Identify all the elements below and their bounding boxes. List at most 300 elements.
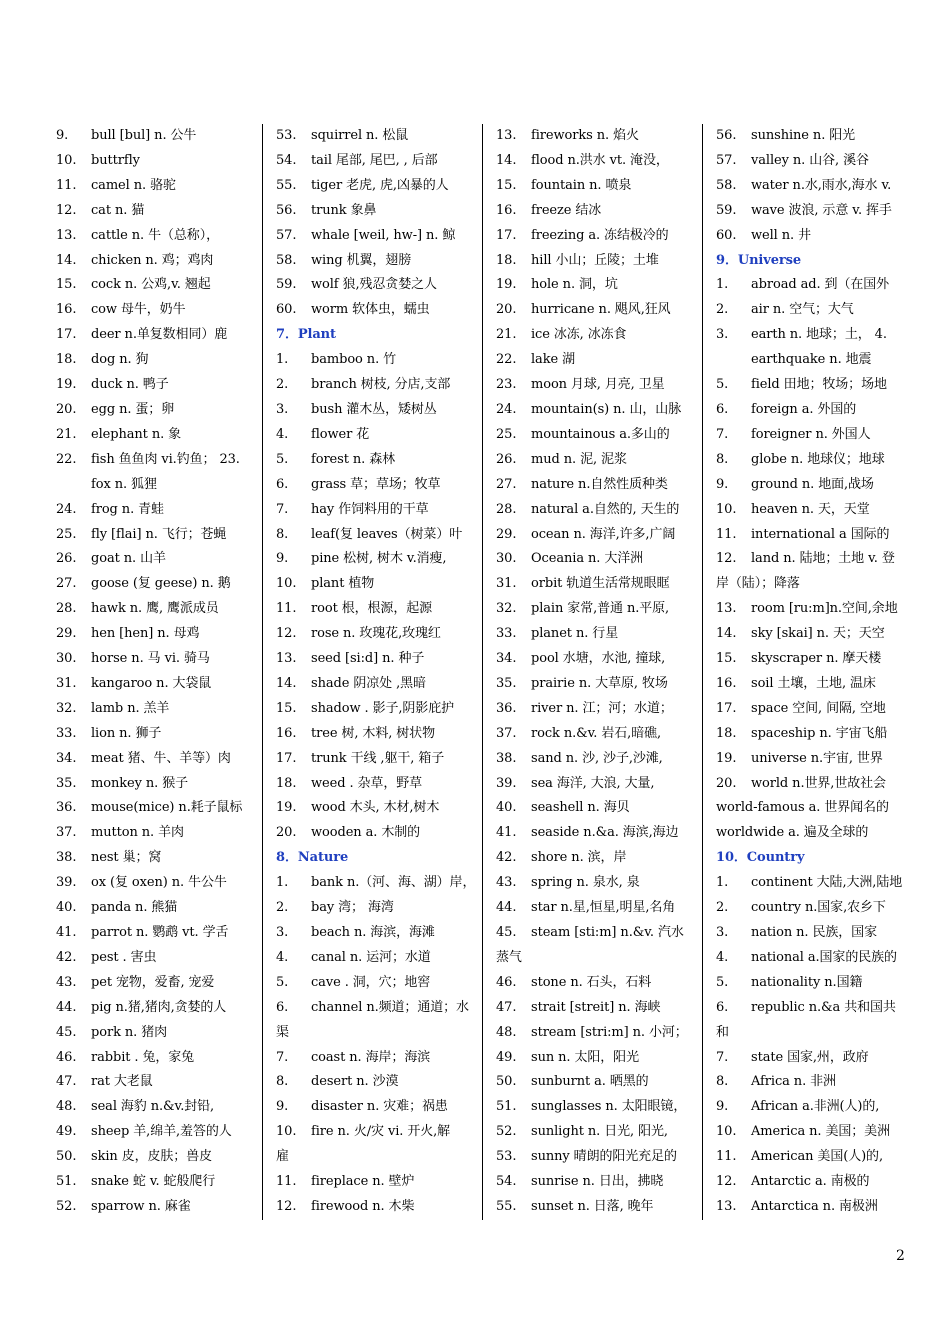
entry-number: 7.	[716, 1049, 729, 1065]
entry-number: 55.	[496, 1198, 517, 1214]
entry-text: snake 蛇 v. 蛇般爬行	[91, 1174, 216, 1190]
entry-number: 28.	[496, 501, 517, 517]
entry-number: 20.	[276, 825, 297, 841]
entry-text: natural a.自然的, 天生的	[531, 501, 680, 517]
entry-number: 12.	[276, 1198, 297, 1214]
vocab-entry	[56, 523, 260, 548]
entry-text: Oceania n. 大洋洲	[531, 551, 644, 567]
entry-number: 1.	[276, 352, 289, 368]
vocab-entry	[56, 647, 260, 672]
entry-number: 15.	[716, 651, 737, 667]
entry-text: well n. 井	[751, 227, 812, 243]
entry-text: flower 花	[311, 426, 370, 442]
entry-number: 52.	[56, 1198, 77, 1214]
entry-text: squirrel n. 松鼠	[311, 128, 409, 143]
vocab-entry	[496, 373, 700, 398]
section-heading: 8．Nature	[276, 850, 349, 866]
entry-text: pet 宠物，爱畜, 宠爱	[91, 974, 215, 990]
vocab-entry	[56, 1145, 260, 1170]
entry-text: mutton n. 羊肉	[91, 825, 184, 841]
vocab-entry	[496, 423, 700, 448]
vocab-entry	[56, 971, 260, 996]
entry-text: national a.国家的民族的	[751, 949, 897, 965]
entry-number: 1.	[276, 875, 289, 891]
vocab-entry	[276, 224, 480, 249]
entry-number: 7.	[276, 501, 289, 517]
vocab-entry	[716, 448, 908, 473]
vocab-entry	[56, 423, 260, 448]
entry-number: 56.	[716, 128, 737, 143]
entry-number: 8.	[716, 451, 729, 467]
vocab-entry	[56, 448, 260, 498]
entry-number: 56.	[276, 202, 297, 218]
entry-text: planet n. 行星	[531, 626, 619, 642]
entry-number: 20.	[716, 775, 737, 791]
entry-number: 39.	[496, 775, 517, 791]
entry-text: hurricane n. 飓风,狂风	[531, 302, 671, 318]
entry-number: 3.	[716, 925, 729, 940]
vocab-entry	[496, 174, 700, 199]
entry-text: ocean n. 海洋,许多,广阔	[531, 526, 676, 542]
entry-text: hen [hen] n. 母鸡	[91, 626, 200, 642]
entry-number: 17.	[496, 227, 517, 243]
entry-text: tiger 老虎, 虎,凶暴的人	[311, 177, 449, 193]
vocab-entry	[276, 796, 480, 821]
entry-number: 19.	[496, 277, 517, 293]
entry-text: flood n.洪水 vt. 淹没，	[531, 152, 669, 168]
entry-number: 47.	[496, 999, 517, 1015]
vocab-entry	[496, 1145, 700, 1170]
entry-text: sky [skai] n. 天；天空	[751, 626, 885, 642]
entry-number: 10.	[716, 1124, 737, 1140]
vocab-entry	[56, 149, 260, 174]
entry-text: plant 植物	[311, 576, 375, 592]
entry-number: 18.	[56, 352, 77, 368]
entry-text: international a 国际的	[751, 526, 890, 542]
entry-number: 9.	[276, 551, 289, 567]
entry-text: air n. 空气；大气	[751, 302, 854, 318]
entry-text: wolf 狼,残忍贪婪之人	[311, 277, 437, 293]
entry-text: elephant n. 象	[91, 426, 182, 442]
entry-number: 59.	[716, 202, 737, 218]
entry-number: 8.	[716, 1074, 729, 1090]
entry-text: rose n. 玫瑰花,玫瑰红	[311, 626, 441, 642]
entry-number: 35.	[56, 775, 77, 791]
vocab-entry	[496, 1070, 700, 1095]
entry-continuation: 渠	[276, 1024, 289, 1040]
vocab-entry	[716, 921, 908, 946]
entry-text: branch 树枝, 分店,支部	[311, 377, 451, 393]
vocab-entry	[496, 199, 700, 224]
entry-text: star n.星,恒星,明星,名角	[531, 900, 676, 916]
entry-text: mouse(mice) n.耗子鼠标	[91, 800, 243, 816]
vocab-entry	[716, 174, 908, 199]
entry-text: valley n. 山谷, 溪谷	[751, 152, 869, 168]
vocab-entry	[276, 174, 480, 199]
entry-continuation: 和	[716, 1024, 729, 1040]
entry-text: meat 猪、牛、羊等）肉	[91, 750, 231, 766]
column-divider	[482, 124, 483, 1220]
entry-text: wave 波浪, 示意 v. 挥手	[751, 202, 892, 218]
entry-text: fish 鱼鱼肉 vi.钓鱼； 23.	[91, 451, 240, 467]
entry-number: 2.	[276, 900, 289, 916]
vocab-entry	[276, 547, 480, 572]
entry-number: 17.	[276, 750, 297, 766]
vocab-entry	[56, 871, 260, 896]
entry-number: 32.	[56, 700, 77, 716]
entry-text: American 美国(人)的,	[751, 1149, 883, 1165]
entry-text: shore n. 滨，岸	[531, 850, 627, 866]
vocab-entry	[496, 871, 700, 896]
vocab-entry	[716, 124, 908, 149]
vocab-entry	[276, 1070, 480, 1095]
vocab-entry	[276, 921, 480, 946]
entry-number: 13.	[276, 651, 297, 667]
entry-number: 21.	[496, 327, 517, 343]
entry-text: abroad ad. 到（在国外	[751, 277, 890, 293]
entry-text: stream [stri:m] n. 小河；	[531, 1024, 688, 1040]
vocab-entry	[496, 298, 700, 323]
entry-number: 20.	[496, 302, 517, 318]
vocab-entry	[56, 1095, 260, 1120]
vocab-entry	[496, 1120, 700, 1145]
vocab-entry	[56, 747, 260, 772]
vocab-entry	[496, 846, 700, 871]
entry-text: whale [weil, hw-] n. 鲸	[311, 227, 456, 243]
entry-number: 47.	[56, 1074, 77, 1090]
entry-number: 3.	[716, 327, 729, 343]
entry-text: sunglasses n. 太阳眼镜，	[531, 1099, 687, 1115]
entry-number: 17.	[56, 327, 77, 343]
entry-text: firewood n. 木柴	[311, 1198, 415, 1214]
entry-number: 33.	[56, 725, 77, 741]
vocab-entry	[276, 373, 480, 398]
vocab-entry	[56, 348, 260, 373]
entry-text: orbit 轨道生活常规眼眶	[531, 576, 670, 592]
vocab-entry	[716, 996, 908, 1046]
entry-text: pig n.猪,猪肉,贪婪的人	[91, 999, 227, 1015]
entry-number: 23.	[496, 377, 517, 393]
vocab-entry	[716, 1070, 908, 1095]
entry-text: republic n.&a 共和国共	[751, 999, 896, 1015]
vocab-entry	[716, 647, 908, 672]
entry-text: Antarctica n. 南极洲	[751, 1198, 878, 1214]
entry-text: skyscraper n. 摩天楼	[751, 651, 882, 667]
vocab-entry	[56, 697, 260, 722]
entry-number: 50.	[56, 1149, 77, 1165]
entry-number: 3.	[276, 401, 289, 417]
entry-number: 5.	[716, 377, 729, 393]
entry-number: 12.	[716, 1174, 737, 1190]
vocab-entry	[716, 772, 908, 797]
entry-number: 11.	[56, 177, 77, 193]
entry-number: 51.	[496, 1099, 517, 1115]
entry-number: 5.	[276, 451, 289, 467]
vocab-entry	[496, 149, 700, 174]
entry-number: 55.	[276, 177, 297, 193]
entry-text: river n. 江；河；水道；	[531, 700, 673, 716]
entry-number: 45.	[56, 1024, 77, 1040]
vocab-entry	[496, 473, 700, 498]
entry-text: sun n. 太阳，阳光	[531, 1049, 639, 1065]
entry-number: 9.	[276, 1099, 289, 1115]
entry-text: universe n.宇宙, 世界	[751, 750, 883, 766]
entry-number: 19.	[276, 800, 297, 816]
entry-text: skin 皮，皮肤；兽皮	[91, 1149, 213, 1165]
entry-text: continent 大陆,大洲,陆地	[751, 875, 903, 891]
entry-text: rock n.&v. 岩石,暗礁,	[531, 725, 662, 741]
entry-text: seal 海豹 n.&v.封铅,	[91, 1099, 215, 1115]
entry-number: 2.	[716, 302, 729, 318]
vocab-entry	[496, 273, 700, 298]
vocab-entry	[716, 896, 908, 921]
vocab-entry	[276, 348, 480, 373]
entry-text: rat 大老鼠	[91, 1074, 153, 1090]
vocab-entry	[276, 249, 480, 274]
entry-text: parrot n. 鹦鹉 vt. 学舌	[91, 925, 229, 940]
entry-text: ox (复 oxen) n. 牛公牛	[91, 875, 227, 891]
vocab-entry	[276, 597, 480, 622]
entry-text: bush 灌木丛，矮树丛	[311, 401, 437, 417]
entry-number: 24.	[496, 401, 517, 417]
vocab-entry	[716, 971, 908, 996]
entry-number: 10.	[276, 1124, 297, 1140]
entry-number: 4.	[276, 426, 289, 442]
entry-number: 37.	[56, 825, 77, 841]
vocab-entry	[56, 821, 260, 846]
entry-text: heaven n. 天，天堂	[751, 501, 870, 517]
entry-text: spring n. 泉水, 泉	[531, 875, 640, 891]
vocab-entry	[56, 323, 260, 348]
vocab-entry	[276, 1195, 480, 1220]
entry-number: 22.	[56, 451, 77, 467]
entry-text: fireworks n. 焰火	[531, 128, 639, 143]
vocab-entry	[56, 622, 260, 647]
entry-text: camel n. 骆驼	[91, 177, 176, 193]
entry-number: 16.	[716, 675, 737, 691]
entry-number: 32.	[496, 601, 517, 617]
entry-number: 58.	[716, 177, 737, 193]
entry-number: 29.	[56, 626, 77, 642]
entry-number: 58.	[276, 252, 297, 268]
vocab-entry	[276, 622, 480, 647]
vocab-entry	[276, 572, 480, 597]
entry-number: 38.	[496, 750, 517, 766]
entry-number: 6.	[716, 999, 729, 1015]
section-heading: 7．Plant	[276, 327, 336, 343]
entry-text: country n.国家,农乡下	[751, 900, 886, 916]
entry-number: 45.	[496, 925, 517, 940]
vocab-entry	[496, 124, 700, 149]
vocab-entry	[276, 821, 480, 846]
section-heading: 10．Country	[716, 850, 805, 866]
entry-number: 27.	[496, 476, 517, 492]
entry-number: 31.	[56, 675, 77, 691]
vocab-entry	[276, 124, 480, 149]
entry-number: 11.	[276, 601, 297, 617]
entry-text: ground n. 地面,战场	[751, 476, 874, 492]
vocab-column-4	[716, 124, 908, 1220]
vocab-entry	[716, 473, 908, 498]
vocab-column-2	[276, 124, 480, 1220]
entry-text: sheep 羊,绵羊,羞答的人	[91, 1124, 232, 1140]
entry-number: 14.	[716, 626, 737, 642]
entry-text: disaster n. 灾难；祸患	[311, 1099, 448, 1115]
vocab-entry	[56, 273, 260, 298]
entry-text: hay 作饲料用的干草	[311, 501, 429, 517]
vocab-column-3	[496, 124, 700, 1220]
entry-text: leaf(复 leaves（树菜）叶	[311, 526, 463, 542]
vocab-entry	[496, 1195, 700, 1220]
entry-number: 6.	[276, 999, 289, 1015]
entry-number: 36.	[496, 700, 517, 716]
entry-text: earth n. 地球；土， 4.	[751, 327, 887, 343]
entry-number: 18.	[716, 725, 737, 741]
entry-number: 16.	[276, 725, 297, 741]
entry-text: root 根，根源，起源	[311, 601, 433, 617]
vocab-entry	[276, 896, 480, 921]
entry-number: 7.	[276, 1049, 289, 1065]
vocab-entry	[496, 398, 700, 423]
vocab-entry	[276, 298, 480, 323]
vocab-entry	[56, 772, 260, 797]
entry-text: soil 土壤，土地, 温床	[751, 675, 876, 691]
entry-number: 49.	[56, 1124, 77, 1140]
entry-text: Africa n. 非洲	[751, 1074, 836, 1090]
vocab-entry	[496, 249, 700, 274]
entry-text: goat n. 山羊	[91, 551, 166, 567]
vocab-entry	[56, 298, 260, 323]
entry-text: hawk n. 鹰, 鹰派成员	[91, 601, 219, 617]
entry-text: sunset n. 日落, 晚年	[531, 1198, 654, 1214]
entry-text: mud n. 泥, 泥浆	[531, 451, 627, 467]
entry-text: nature n.自然性质种类	[531, 476, 668, 492]
entry-number: 9.	[56, 128, 69, 143]
entry-number: 15.	[56, 277, 77, 293]
entry-text: bull [bul] n. 公牛	[91, 128, 197, 143]
column-divider	[702, 124, 703, 1220]
vocab-entry	[276, 398, 480, 423]
vocab-entry	[716, 298, 908, 323]
entry-continuation: 岸（陆）；降落	[716, 576, 800, 592]
entry-text: wooden a. 木制的	[311, 825, 421, 841]
vocab-entry	[56, 1170, 260, 1195]
vocab-entry	[496, 722, 700, 747]
entry-text: deer n.单复数相同）鹿	[91, 327, 228, 343]
vocab-entry	[716, 1170, 908, 1195]
entry-text: fireplace n. 壁炉	[311, 1174, 415, 1190]
vocab-entry	[716, 672, 908, 697]
entry-number: 54.	[276, 152, 297, 168]
entry-number: 1.	[716, 277, 729, 293]
entry-text: buttrfly	[91, 152, 140, 168]
entry-text: goose (复 geese) n. 鹅	[91, 576, 231, 592]
entry-number: 1.	[716, 875, 729, 891]
entry-number: 4.	[276, 949, 289, 965]
entry-text: grass 草；草场；牧草	[311, 476, 441, 492]
entry-text: spaceship n. 宇宙飞船	[751, 725, 888, 741]
vocab-entry	[276, 772, 480, 797]
entry-text: lion n. 狮子	[91, 725, 162, 741]
vocab-entry	[276, 473, 480, 498]
entry-text: monkey n. 猴子	[91, 775, 189, 791]
vocab-entry	[56, 1046, 260, 1071]
vocab-entry	[56, 846, 260, 871]
entry-text: horse n. 马 vi. 骑马	[91, 651, 210, 667]
vocab-entry	[56, 1120, 260, 1145]
entry-number: 13.	[716, 1198, 737, 1214]
entry-number: 9.	[716, 476, 729, 492]
vocab-entry	[496, 348, 700, 373]
entry-text: sunburnt a. 晒黑的	[531, 1074, 649, 1090]
vocab-entry	[276, 498, 480, 523]
entry-text: cow 母牛，奶牛	[91, 302, 186, 318]
entry-text: bank n.（河、海、湖）岸，	[311, 875, 476, 891]
vocab-entry	[56, 373, 260, 398]
entry-text: cave . 洞，穴；地窖	[311, 974, 431, 990]
entry-text: duck n. 鸭子	[91, 377, 169, 393]
entry-text: foreign a. 外国的	[751, 401, 857, 417]
entry-text: hill 小山；丘陵；土堆	[531, 252, 659, 268]
entry-number: 57.	[716, 152, 737, 168]
entry-text: seashell n. 海贝	[531, 800, 630, 816]
vocab-entry	[56, 996, 260, 1021]
entry-number: 11.	[716, 1149, 737, 1165]
entry-text: sunlight n. 日光, 阳光,	[531, 1124, 668, 1140]
vocab-entry	[56, 1021, 260, 1046]
entry-text: stone n. 石头，石料	[531, 974, 652, 990]
vocab-entry	[56, 921, 260, 946]
vocab-entry	[276, 996, 480, 1046]
vocab-entry	[276, 747, 480, 772]
entry-number: 18.	[496, 252, 517, 268]
entry-number: 8.	[276, 526, 289, 542]
entry-number: 30.	[56, 651, 77, 667]
entry-text: world n.世界,世故社会	[751, 775, 886, 791]
entry-text: land n. 陆地；土地 v. 登	[751, 551, 895, 567]
entry-number: 12.	[716, 551, 737, 567]
vocab-entry	[276, 946, 480, 971]
entry-number: 20.	[56, 401, 77, 417]
entry-number: 59.	[276, 277, 297, 293]
vocab-entry: worldwide a. 遍及全球的	[716, 825, 869, 841]
vocab-entry	[716, 622, 908, 647]
entry-number: 12.	[276, 626, 297, 642]
entry-text: dog n. 狗	[91, 352, 149, 368]
vocab-entry	[716, 373, 908, 398]
entry-text: tree 树, 木料, 树状物	[311, 725, 435, 741]
entry-number: 53.	[276, 128, 297, 143]
entry-text: cattle n. 牛（总称），	[91, 227, 220, 243]
vocab-entry	[496, 821, 700, 846]
entry-number: 16.	[496, 202, 517, 218]
entry-text: strait [streit] n. 海峡	[531, 999, 661, 1015]
vocab-entry	[496, 996, 700, 1021]
vocab-entry	[56, 722, 260, 747]
entry-number: 10.	[716, 501, 737, 517]
entry-text: desert n. 沙漠	[311, 1074, 399, 1090]
entry-number: 48.	[496, 1024, 517, 1040]
entry-number: 3.	[276, 925, 289, 940]
entry-number: 31.	[496, 576, 517, 592]
vocab-entry	[496, 647, 700, 672]
vocab-entry	[276, 971, 480, 996]
vocab-entry	[496, 323, 700, 348]
vocab-entry	[716, 1145, 908, 1170]
entry-number: 15.	[276, 700, 297, 716]
entry-text: America n. 美国；美洲	[751, 1124, 890, 1140]
vocab-entry	[56, 249, 260, 274]
